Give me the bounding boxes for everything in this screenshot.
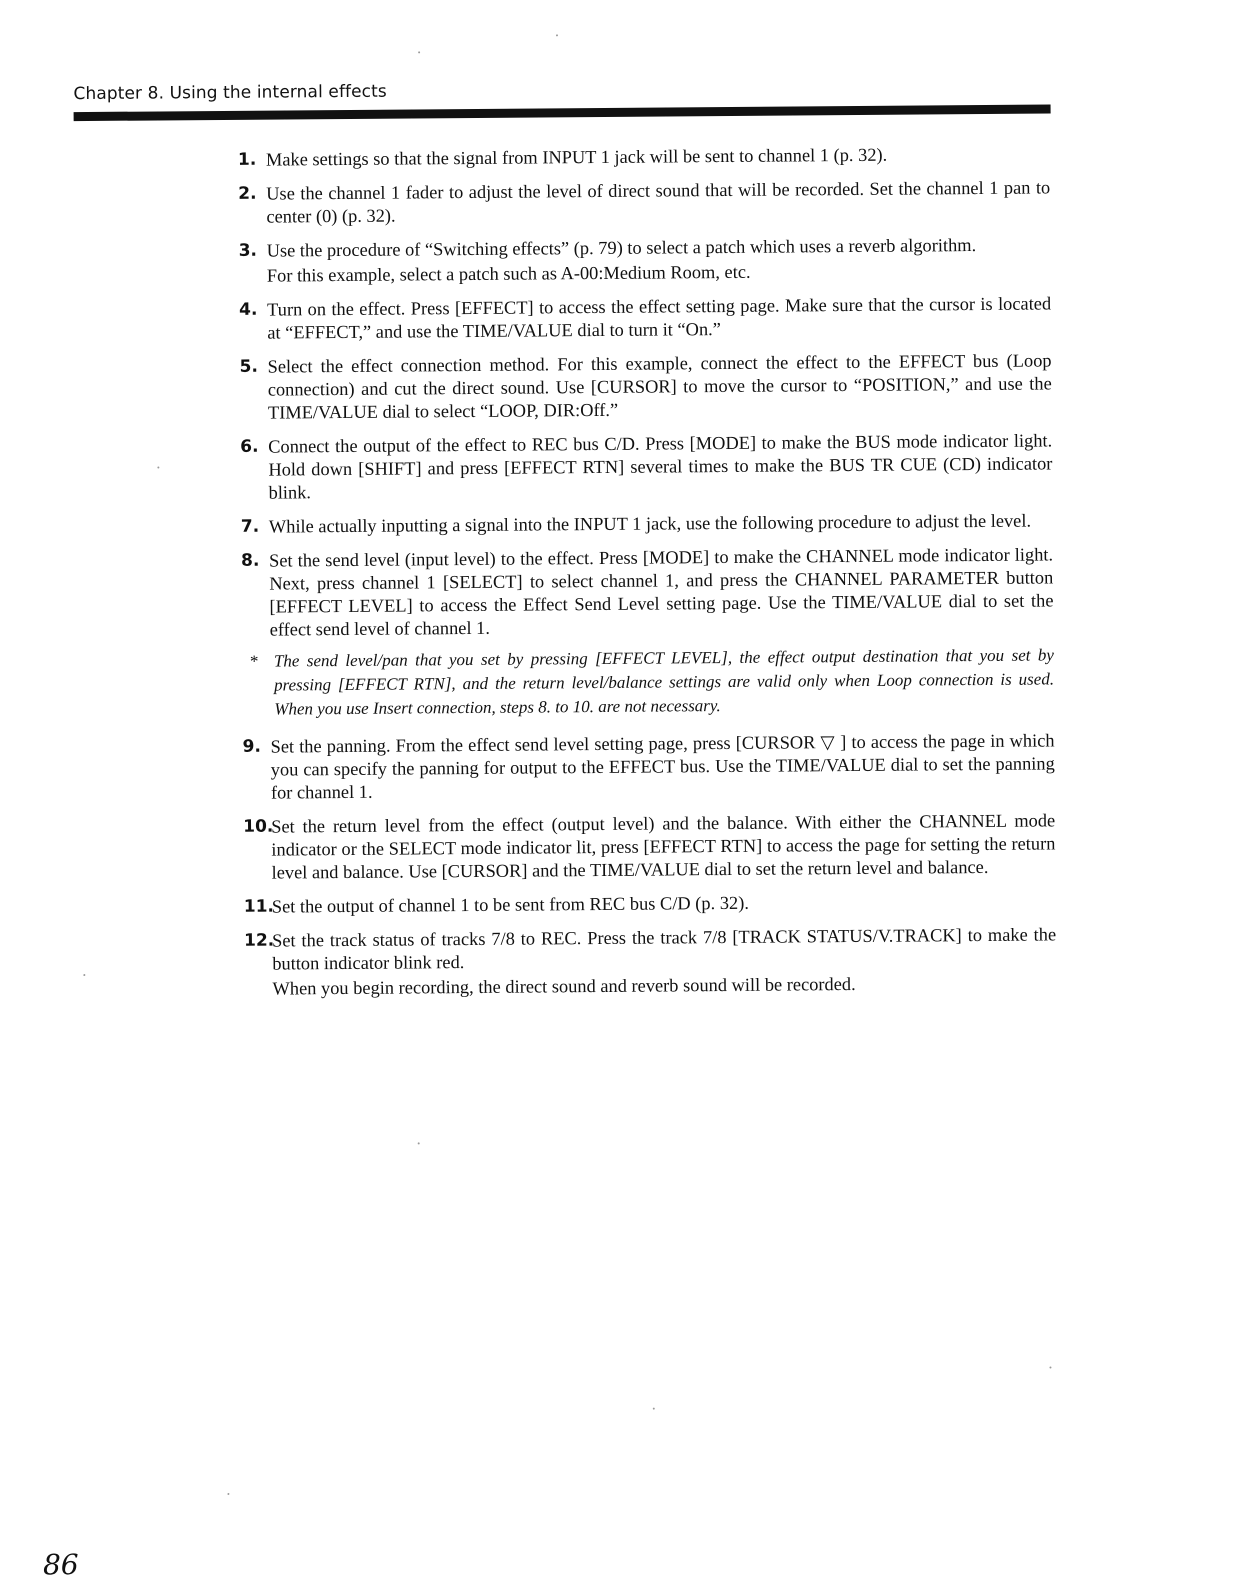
note-marker: * (249, 651, 259, 671)
procedure-steps (238, 142, 1057, 1011)
step-6 (240, 429, 1053, 504)
scan-speck (1049, 1366, 1051, 1368)
scan-speck (653, 1408, 655, 1410)
step-3 (239, 233, 1051, 287)
step-text: Set the panning. From the effect send level setting page, press [CURSOR ▽ ] to access the page in which you can specify the panning for output to the EFFECT bus. Use the TIME/VALUE dial to set the panning for channel 1. (270, 730, 1055, 803)
step-subtext: For this example, select a patch such as A-00:Medium Room, etc. (266, 261, 751, 286)
note-text: The send level/pan that you set by pressing [EFFECT LEVEL], the effect output destination that you set by pressing [EFFECT RTN], and the return level/balance settings are valid only when Loop connection is used. When you use Insert connection, steps 8. to 10. are not necessary. (273, 645, 1055, 719)
step-subtext: When you begin recording, the direct sound and reverb sound will be recorded. (272, 973, 856, 999)
step-text: While actually inputting a signal into the INPUT 1 jack, use the following procedure to adjust the level. (268, 510, 1032, 537)
step-9 (242, 729, 1055, 804)
step-number: 6. (240, 436, 259, 457)
step-2 (238, 176, 1050, 228)
note (242, 643, 1055, 721)
scan-speck (418, 51, 420, 53)
step-number: 2. (238, 183, 257, 204)
scan-speck (83, 974, 85, 976)
step-12 (244, 923, 1057, 1000)
step-text: Set the send level (input level) to the effect. Press [MODE] to make the CHANNEL mode indicator light. Next, press channel 1 [SELECT] to select channel 1, and press the CHANNEL PARAMETER button [EFFECT LEVEL] to access the Effect Send Level setting page. Use the TIME/VALUE dial to set the effect send level of channel 1. (269, 544, 1054, 640)
step-number: 11. (243, 896, 275, 917)
step-4 (239, 292, 1051, 344)
step-number: 12. (244, 930, 275, 951)
header-rule (74, 104, 1051, 121)
step-text: Turn on the effect. Press [EFFECT] to access the effect setting page. Make sure that the cursor is located at “EFFECT,” and use the TIME/VALUE dial to turn it “On.” (267, 293, 1052, 343)
step-text: Set the return level from the effect (output level) and the balance. With either the CHANNEL mode indicator or the SELECT mode indicator lit, press [EFFECT RTN] to access the page for setting the return level and balance. Use [CURSOR] and the TIME/VALUE dial to set the return level and balance. (271, 810, 1056, 883)
scan-speck (227, 1493, 229, 1495)
step-5 (240, 349, 1053, 424)
scan-speck (157, 466, 159, 468)
running-head: Chapter 8. Using the internal effects (73, 81, 387, 105)
step-number: 1. (237, 149, 257, 170)
step-text: Use the procedure of “Switching effects” (p. 79) to select a patch which uses a reverb algorithm. (266, 235, 977, 261)
step-text: Use the channel 1 fader to adjust the level of direct sound that will be recorded. Set the channel 1 pan to center (0) (p. 32). (266, 177, 1051, 227)
step-10 (243, 809, 1056, 884)
step-number: 8. (241, 550, 260, 571)
step-text: Make settings so that the signal from INPUT 1 jack will be sent to channel 1 (p. 32). (265, 144, 888, 170)
step-11 (244, 889, 1056, 918)
page-number: 86 (42, 1548, 79, 1582)
step-number: 10. (243, 816, 274, 837)
step-1 (238, 142, 1050, 171)
scan-speck (418, 1142, 420, 1144)
step-7 (241, 509, 1053, 538)
step-number: 5. (239, 356, 258, 377)
step-text: Select the effect connection method. For this example, connect the effect to the EFFECT bus (Loop connection) and cut the direct sound. Use [CURSOR] to move the cursor to “POSITION,” and use the TIME/VALUE dial to select “LOOP, DIR:Off.” (267, 350, 1052, 423)
step-text: Set the track status of tracks 7/8 to REC. Press the track 7/8 [TRACK STATUS/V.TRACK] to make the button indicator blink red. (272, 924, 1057, 974)
step-number: 4. (239, 299, 258, 320)
step-number: 9. (242, 736, 261, 757)
step-number: 7. (240, 516, 260, 537)
step-text: Set the output of channel 1 to be sent from REC bus C/D (p. 32). (271, 892, 749, 917)
scan-speck (556, 34, 558, 36)
step-text: Connect the output of the effect to REC bus C/D. Press [MODE] to make the BUS mode indicator light. Hold down [SHIFT] and press [EFFECT RTN] several times to make the BUS TR CUE (CD) indicator blink. (268, 430, 1053, 503)
step-8 (241, 543, 1054, 641)
step-number: 3. (238, 240, 258, 261)
